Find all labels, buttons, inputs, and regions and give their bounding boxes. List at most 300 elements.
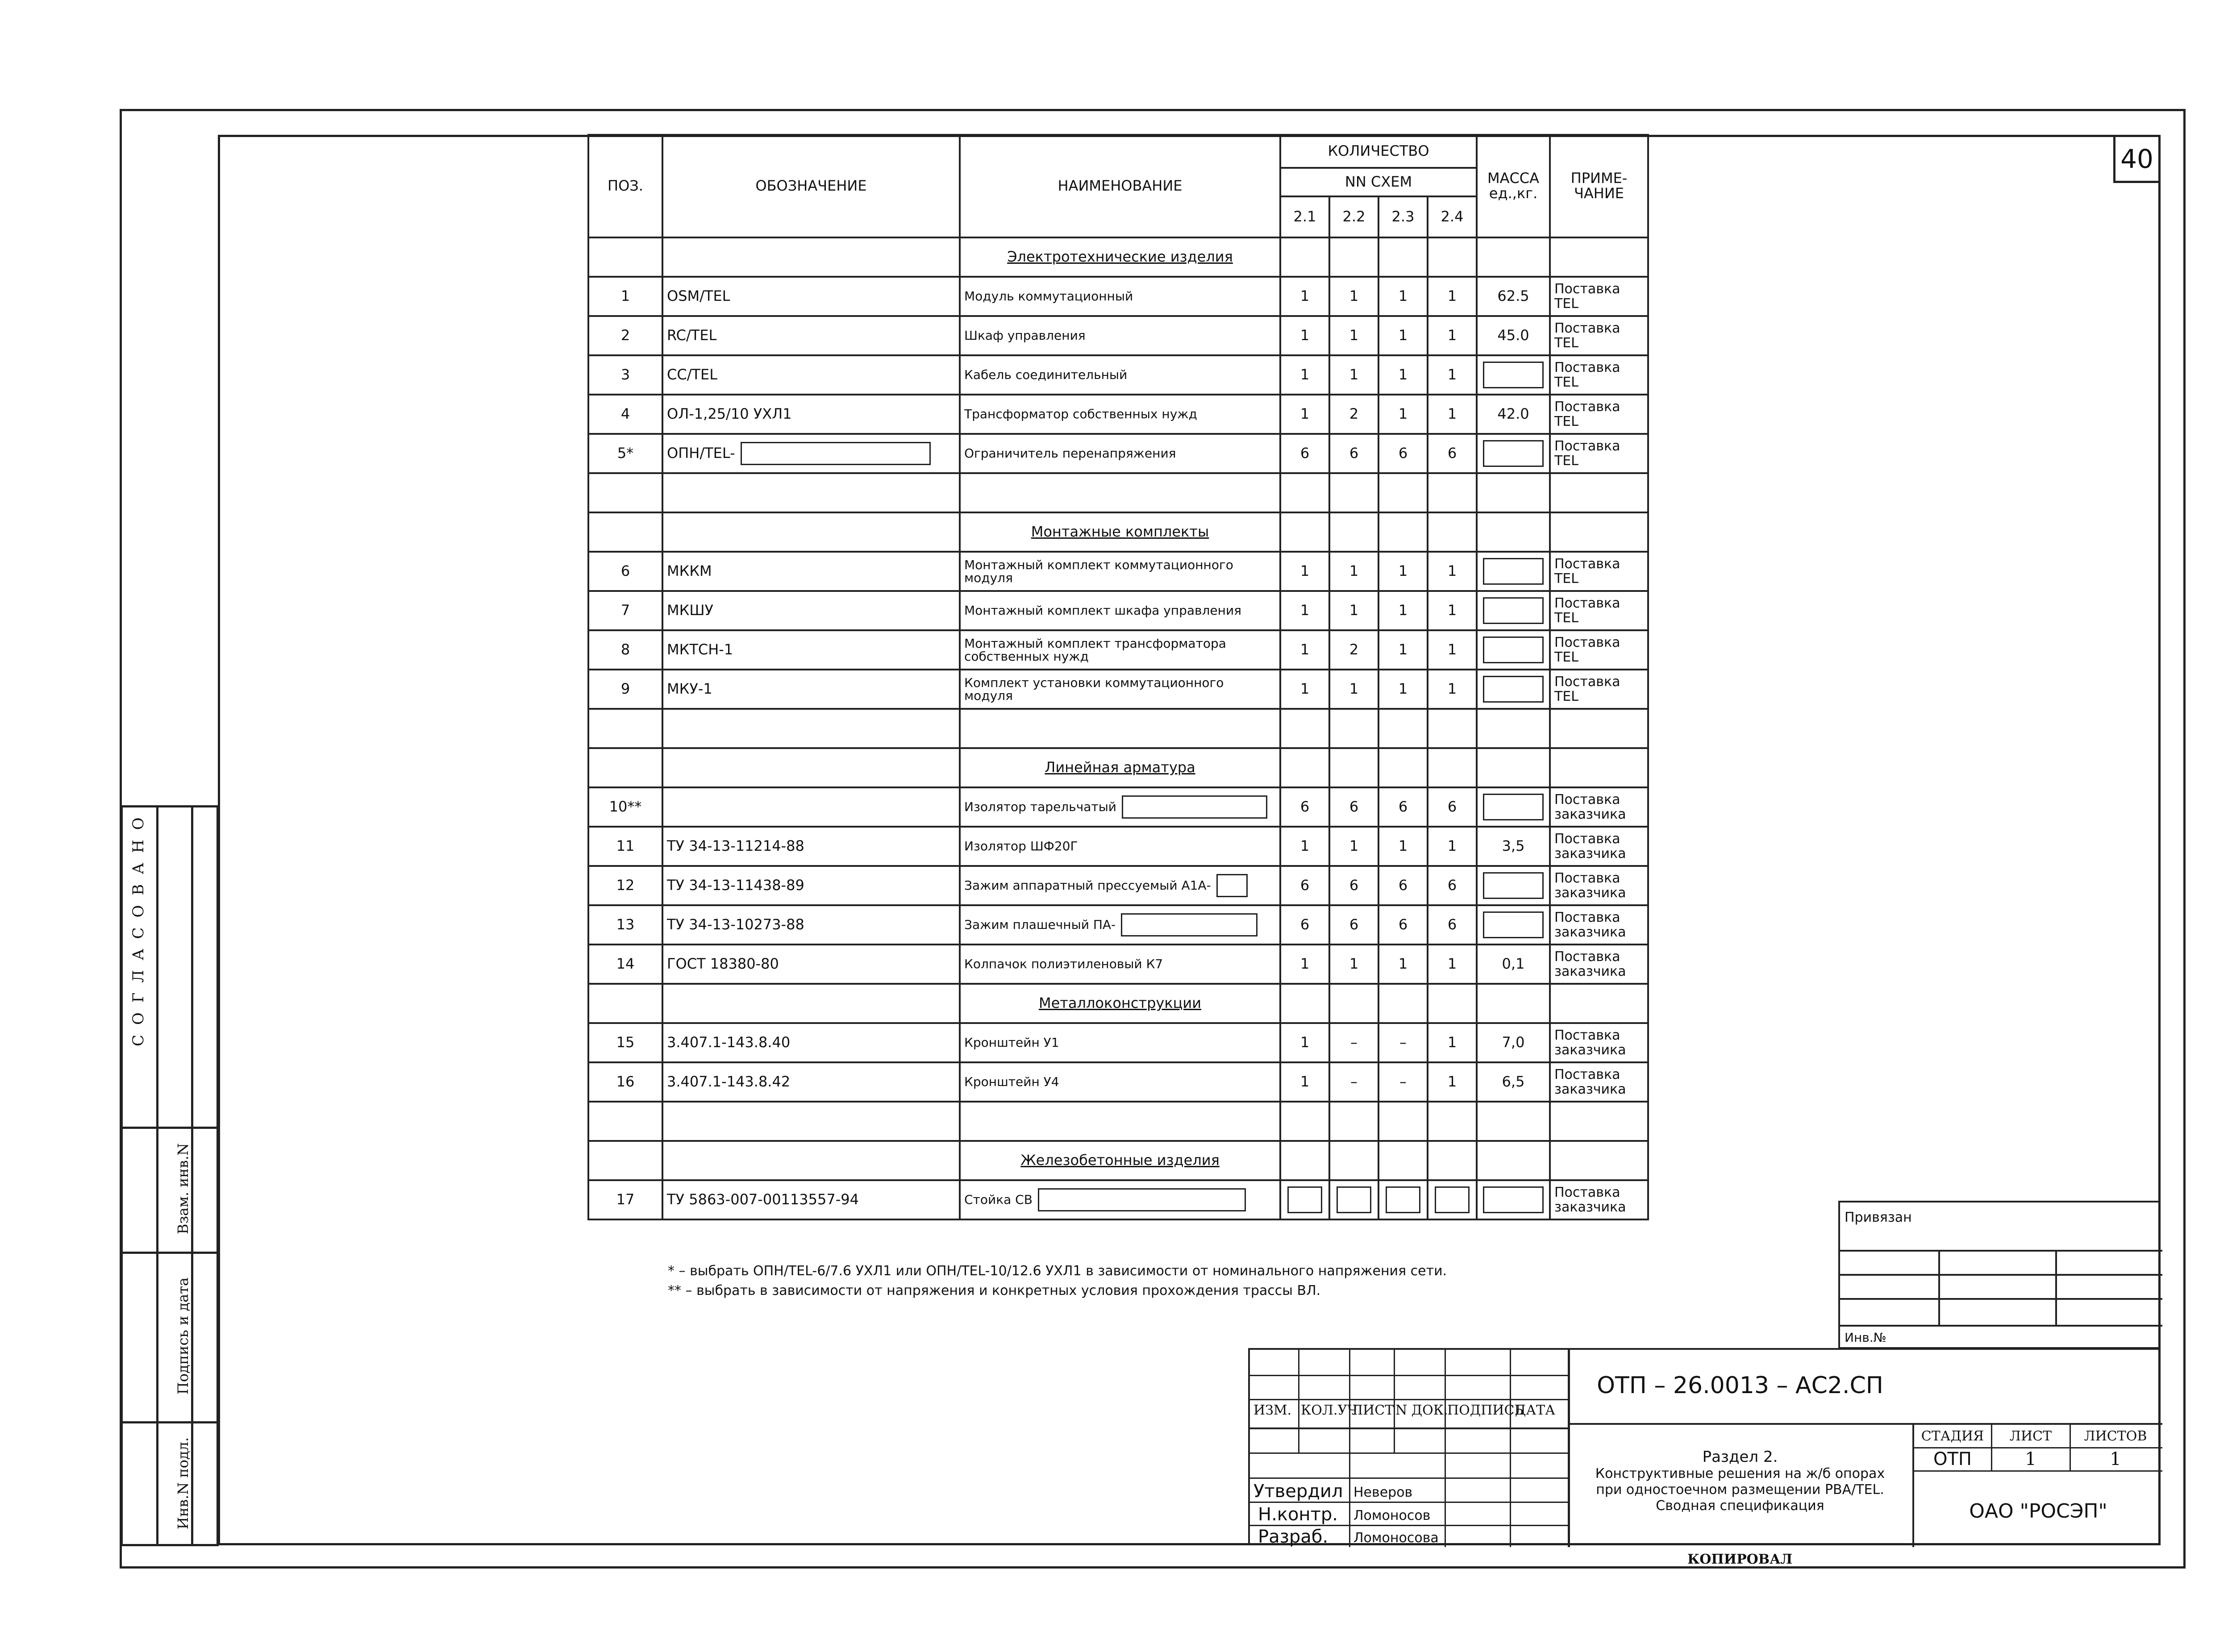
row-name: Кронштейн У1 (960, 1023, 1280, 1062)
designation-text: ОПН/TEL- (667, 445, 735, 462)
row-pos: 16 (588, 1062, 662, 1102)
table-row (588, 866, 1648, 905)
row-mass: 42.0 (1477, 395, 1550, 434)
row-note (1550, 827, 1648, 866)
table-row (588, 1023, 1648, 1062)
row-qty: 1 (1428, 552, 1477, 591)
row-designation: МКШУ (662, 591, 960, 630)
row-qty: 6 (1428, 434, 1477, 473)
row-name: Колпачок полиэтиленовый К7 (960, 945, 1280, 984)
side-stamp (121, 805, 219, 1546)
row-designation: CC/TEL (662, 355, 960, 395)
row-pos: 2 (588, 316, 662, 355)
row-pos: 11 (588, 827, 662, 866)
empty-cell (1477, 748, 1550, 787)
row-qty: 1 (1378, 316, 1428, 355)
table-row (588, 434, 1648, 473)
name-text: Стойка СВ (964, 1192, 1033, 1207)
table-row (588, 316, 1648, 355)
empty-cell (662, 748, 960, 787)
empty-cell (1329, 1141, 1378, 1180)
stage-label: СТАДИЯ (1921, 1428, 1984, 1444)
empty-cell (1280, 1141, 1329, 1180)
table-row (588, 945, 1648, 984)
role-developer: Разраб. (1258, 1527, 1328, 1547)
section-title-text: Железобетонные изделия (1020, 1152, 1220, 1169)
section-title-text: Электротехнические изделия (1007, 248, 1233, 266)
blank-field (1038, 1188, 1246, 1211)
blank-field (1483, 794, 1544, 820)
empty-cell (1280, 709, 1329, 748)
row-qty: 1 (1378, 552, 1428, 591)
empty-cell (588, 709, 662, 748)
header-mass: МАССА ед.,кг. (1477, 135, 1550, 237)
row-qty: 6 (1428, 905, 1477, 945)
company-name: ОАО "РОСЭП" (1969, 1500, 2107, 1523)
table-row (588, 787, 1648, 827)
row-designation: МКТСН-1 (662, 630, 960, 670)
row-qty: 1 (1378, 355, 1428, 395)
row-qty: 1 (1280, 1023, 1329, 1062)
header-note: ПРИМЕ- ЧАНИЕ (1550, 135, 1648, 237)
row-qty (1280, 1180, 1329, 1219)
blank-field (741, 442, 931, 465)
row-pos: 12 (588, 866, 662, 905)
empty-cell (1329, 709, 1378, 748)
empty-cell (662, 512, 960, 552)
note-text: Поставка заказчика (1554, 870, 1626, 901)
empty-cell (1280, 748, 1329, 787)
col-podpis: ПОДПИСЬ (1447, 1402, 1524, 1418)
row-qty: 1 (1280, 945, 1329, 984)
row-mass (1477, 552, 1550, 591)
row-mass: 6,5 (1477, 1062, 1550, 1102)
row-name (960, 905, 1280, 945)
row-note (1550, 277, 1648, 316)
empty-cell (662, 709, 960, 748)
empty-cell (662, 237, 960, 277)
note-text: Поставка TEL (1554, 360, 1620, 390)
row-qty: 1 (1428, 355, 1477, 395)
empty-cell (588, 984, 662, 1023)
empty-cell (1477, 237, 1550, 277)
table-row (588, 1180, 1648, 1219)
table-row (588, 473, 1648, 512)
row-qty: 1 (1428, 591, 1477, 630)
empty-cell (1428, 1141, 1477, 1180)
empty-cell (1378, 748, 1428, 787)
sheets-label: ЛИСТОВ (2084, 1428, 2147, 1444)
row-pos: 10** (588, 787, 662, 827)
row-designation: ТУ 34-13-11214-88 (662, 827, 960, 866)
blank-field (1337, 1186, 1371, 1213)
specification-table (587, 134, 1649, 1220)
name-approved: Неверов (1353, 1485, 1413, 1500)
empty-cell (662, 1102, 960, 1141)
col-n-doc: N ДОК. (1395, 1402, 1448, 1418)
empty-cell (1477, 473, 1550, 512)
section-title (960, 1141, 1280, 1180)
row-qty: 1 (1329, 945, 1378, 984)
row-note (1550, 945, 1648, 984)
role-norm-control: Н.контр. (1258, 1504, 1338, 1525)
table-row (588, 709, 1648, 748)
row-name: Ограничитель перенапряжения (960, 434, 1280, 473)
row-qty: 1 (1329, 355, 1378, 395)
header-quantity: КОЛИЧЕСТВО (1280, 135, 1477, 168)
empty-cell (588, 512, 662, 552)
blank-field (1483, 362, 1544, 388)
footnote-2: ** – выбрать в зависимости от напряжения и конкретных условия прохождения трассы ВЛ. (668, 1283, 1321, 1298)
header-scheme-col: 2.3 (1378, 196, 1428, 237)
note-text: Поставка TEL (1554, 556, 1620, 587)
row-mass: 7,0 (1477, 1023, 1550, 1062)
empty-cell (960, 473, 1280, 512)
note-text: Поставка TEL (1554, 674, 1620, 704)
row-mass (1477, 591, 1550, 630)
row-qty: 6 (1329, 434, 1378, 473)
row-designation: ТУ 5863-007-00113557-94 (662, 1180, 960, 1219)
empty-cell (588, 237, 662, 277)
row-qty: 1 (1378, 591, 1428, 630)
role-approved: Утвердил (1253, 1481, 1343, 1502)
table-row (588, 630, 1648, 670)
table-row (588, 748, 1648, 787)
row-qty: 6 (1280, 434, 1329, 473)
empty-cell (1550, 984, 1648, 1023)
inv-no-label: Инв.№ (1845, 1330, 1886, 1345)
empty-cell (1428, 512, 1477, 552)
section-title (960, 512, 1280, 552)
row-name: Монтажный комплект трансформатора собственных нужд (960, 630, 1280, 670)
empty-cell (1329, 1102, 1378, 1141)
name-text: Зажим аппаратный прессуемый А1А- (964, 878, 1211, 893)
empty-cell (588, 1102, 662, 1141)
row-name: Модуль коммутационный (960, 277, 1280, 316)
empty-cell (1378, 1141, 1428, 1180)
row-qty: 1 (1280, 1062, 1329, 1102)
row-pos: 3 (588, 355, 662, 395)
blank-field (1386, 1186, 1420, 1213)
row-qty: 6 (1280, 866, 1329, 905)
blank-field (1483, 1186, 1544, 1213)
empty-cell (1477, 512, 1550, 552)
blank-field (1121, 913, 1258, 936)
row-qty: 1 (1280, 316, 1329, 355)
empty-cell (1477, 709, 1550, 748)
header-scheme-col: 2.1 (1280, 196, 1329, 237)
row-qty: 1 (1378, 277, 1428, 316)
row-qty: 1 (1329, 552, 1378, 591)
note-text: Поставка TEL (1554, 595, 1620, 626)
empty-cell (1428, 237, 1477, 277)
row-pos: 5* (588, 434, 662, 473)
row-name (960, 787, 1280, 827)
empty-cell (588, 1141, 662, 1180)
table-row (588, 512, 1648, 552)
row-qty: 1 (1280, 630, 1329, 670)
row-qty: 1 (1329, 277, 1378, 316)
row-name: Монтажный комплект коммутационного модуля (960, 552, 1280, 591)
agreed-label: СОГЛАСОВАНО (129, 807, 147, 1046)
desc-line-1: Раздел 2. (1702, 1448, 1778, 1466)
row-designation: 3.407.1-143.8.40 (662, 1023, 960, 1062)
table-row (588, 905, 1648, 945)
col-izm: ИЗМ. (1253, 1402, 1292, 1418)
empty-cell (1550, 709, 1648, 748)
table-row (588, 395, 1648, 434)
table-row (588, 1141, 1648, 1180)
header-schemes: NN СХЕМ (1280, 168, 1477, 196)
row-qty: 6 (1329, 787, 1378, 827)
empty-cell (588, 748, 662, 787)
col-kol-uch: КОЛ.УЧ (1301, 1402, 1358, 1418)
row-qty: – (1378, 1062, 1428, 1102)
empty-cell (1550, 748, 1648, 787)
row-designation (662, 434, 960, 473)
row-qty: 1 (1280, 355, 1329, 395)
empty-cell (1550, 473, 1648, 512)
blank-field (1483, 872, 1544, 899)
row-qty: 1 (1280, 395, 1329, 434)
empty-cell (1378, 1102, 1428, 1141)
empty-cell (1280, 512, 1329, 552)
row-pos: 14 (588, 945, 662, 984)
row-note (1550, 355, 1648, 395)
note-text: Поставка заказчика (1554, 1028, 1626, 1058)
row-mass (1477, 434, 1550, 473)
note-text: Поставка TEL (1554, 320, 1620, 351)
vzam-label: Взам. инв.N (175, 1143, 192, 1235)
row-qty: 2 (1329, 630, 1378, 670)
empty-cell (1280, 1102, 1329, 1141)
row-mass (1477, 355, 1550, 395)
row-mass: 62.5 (1477, 277, 1550, 316)
row-qty: 1 (1280, 552, 1329, 591)
row-qty: 6 (1428, 787, 1477, 827)
row-name: Монтажный комплект шкафа управления (960, 591, 1280, 630)
row-note (1550, 866, 1648, 905)
note-text: Поставка TEL (1554, 438, 1620, 469)
row-qty: 1 (1280, 277, 1329, 316)
note-text: Поставка TEL (1554, 281, 1620, 312)
row-name (960, 866, 1280, 905)
row-designation: OSM/TEL (662, 277, 960, 316)
row-pos: 6 (588, 552, 662, 591)
empty-cell (1378, 237, 1428, 277)
col-data: ДАТА (1515, 1402, 1555, 1418)
empty-cell (1280, 237, 1329, 277)
row-designation: 3.407.1-143.8.42 (662, 1062, 960, 1102)
row-note (1550, 395, 1648, 434)
empty-cell (1428, 1102, 1477, 1141)
empty-cell (1378, 473, 1428, 512)
row-pos: 4 (588, 395, 662, 434)
section-title (960, 748, 1280, 787)
doc-code: ОТП – 26.0013 – АС2.СП (1597, 1372, 1883, 1399)
header-name: НАИМЕНОВАНИЕ (960, 135, 1280, 237)
table-row (588, 552, 1648, 591)
sheet-value: 1 (2025, 1449, 2036, 1469)
empty-cell (1428, 709, 1477, 748)
section-title-text: Линейная арматура (1045, 759, 1195, 776)
row-designation: RC/TEL (662, 316, 960, 355)
blank-field (1435, 1186, 1470, 1213)
empty-cell (1329, 473, 1378, 512)
row-qty: 1 (1428, 827, 1477, 866)
row-name: Кабель соединительный (960, 355, 1280, 395)
row-qty: – (1378, 1023, 1428, 1062)
row-note (1550, 316, 1648, 355)
row-mass: 3,5 (1477, 827, 1550, 866)
row-qty: 6 (1329, 866, 1378, 905)
row-qty: 1 (1378, 630, 1428, 670)
row-note (1550, 591, 1648, 630)
row-note (1550, 905, 1648, 945)
empty-cell (1428, 473, 1477, 512)
empty-cell (1329, 512, 1378, 552)
row-mass (1477, 866, 1550, 905)
name-text: Зажим плашечный ПА- (964, 917, 1116, 932)
note-text: Поставка заказчика (1554, 1185, 1626, 1215)
table-row (588, 984, 1648, 1023)
note-text: Поставка заказчика (1554, 949, 1626, 979)
binding-title: Привязан (1845, 1210, 1912, 1225)
row-qty: – (1329, 1062, 1378, 1102)
empty-cell (662, 473, 960, 512)
row-note (1550, 787, 1648, 827)
row-designation: ОЛ-1,25/10 УХЛ1 (662, 395, 960, 434)
empty-cell (662, 984, 960, 1023)
desc-line-3: при одностоечном размещении РВА/TEL. (1596, 1482, 1884, 1498)
header-scheme-col: 2.2 (1329, 196, 1378, 237)
blank-field (1122, 795, 1267, 819)
row-note (1550, 1062, 1648, 1102)
row-pos: 13 (588, 905, 662, 945)
row-mass (1477, 630, 1550, 670)
empty-cell (1428, 984, 1477, 1023)
table-row (588, 1062, 1648, 1102)
row-designation: ГОСТ 18380-80 (662, 945, 960, 984)
table-row (588, 591, 1648, 630)
row-pos: 1 (588, 277, 662, 316)
empty-cell (1550, 512, 1648, 552)
row-qty: 6 (1428, 866, 1477, 905)
row-designation: МККМ (662, 552, 960, 591)
row-qty: 1 (1378, 670, 1428, 709)
desc-line-2: Конструктивные решения на ж/б опорах (1595, 1466, 1885, 1481)
blank-field (1287, 1186, 1322, 1213)
section-title-text: Металлоконструкции (1038, 995, 1202, 1012)
col-list: ЛИСТ (1352, 1402, 1394, 1418)
note-text: Поставка заказчика (1554, 1067, 1626, 1097)
section-title (960, 237, 1280, 277)
empty-cell (588, 473, 662, 512)
row-mass (1477, 670, 1550, 709)
blank-field (1483, 440, 1544, 467)
row-qty (1378, 1180, 1428, 1219)
table-row (588, 827, 1648, 866)
inv-label: Инв.N подл. (175, 1437, 192, 1530)
table-row (588, 355, 1648, 395)
row-note (1550, 1023, 1648, 1062)
row-qty: 1 (1329, 591, 1378, 630)
empty-cell (1280, 473, 1329, 512)
row-pos: 7 (588, 591, 662, 630)
empty-cell (1329, 984, 1378, 1023)
row-pos: 17 (588, 1180, 662, 1219)
row-qty: 1 (1428, 945, 1477, 984)
row-designation: МКУ-1 (662, 670, 960, 709)
row-qty: 1 (1378, 395, 1428, 434)
desc-line-4: Сводная спецификация (1656, 1498, 1824, 1514)
sheet-label: ЛИСТ (2009, 1428, 2052, 1444)
title-block (1248, 1348, 2161, 1545)
row-qty: 1 (1378, 945, 1428, 984)
row-note (1550, 670, 1648, 709)
row-note (1550, 434, 1648, 473)
row-pos: 8 (588, 630, 662, 670)
empty-cell (1329, 237, 1378, 277)
empty-cell (1477, 1102, 1550, 1141)
row-qty: 1 (1329, 316, 1378, 355)
note-text: Поставка заказчика (1554, 831, 1626, 861)
row-qty: 6 (1378, 787, 1428, 827)
name-developer: Ломоносова (1353, 1530, 1439, 1546)
row-qty: 6 (1280, 787, 1329, 827)
empty-cell (1550, 237, 1648, 277)
row-name: Изолятор ШФ20Г (960, 827, 1280, 866)
copied-label: КОПИРОВАЛ (1687, 1552, 1793, 1567)
name-norm-control: Ломоносов (1353, 1508, 1431, 1523)
row-qty: 6 (1378, 866, 1428, 905)
row-qty: 1 (1428, 1023, 1477, 1062)
row-qty: 1 (1428, 277, 1477, 316)
empty-cell (662, 1141, 960, 1180)
row-qty: 1 (1428, 1062, 1477, 1102)
row-qty: 2 (1329, 395, 1378, 434)
note-text: Поставка TEL (1554, 635, 1620, 665)
header-pos: ПОЗ. (588, 135, 662, 237)
empty-cell (1550, 1102, 1648, 1141)
row-designation: ТУ 34-13-10273-88 (662, 905, 960, 945)
table-row (588, 1102, 1648, 1141)
row-name (960, 1180, 1280, 1219)
row-name: Шкаф управления (960, 316, 1280, 355)
empty-cell (960, 709, 1280, 748)
note-text: Поставка заказчика (1554, 792, 1626, 822)
row-pos: 9 (588, 670, 662, 709)
row-qty: 6 (1378, 434, 1428, 473)
sheets-value: 1 (2110, 1449, 2121, 1469)
row-qty: 1 (1329, 827, 1378, 866)
binding-block (1838, 1201, 2161, 1349)
table-row (588, 237, 1648, 277)
empty-cell (960, 1102, 1280, 1141)
row-qty: 1 (1428, 395, 1477, 434)
row-name: Комплект установки коммутационного модуля (960, 670, 1280, 709)
table-row (588, 277, 1648, 316)
header-scheme-col: 2.4 (1428, 196, 1477, 237)
section-title-text: Монтажные комплекты (1031, 523, 1209, 541)
row-mass (1477, 1180, 1550, 1219)
row-pos: 15 (588, 1023, 662, 1062)
name-text: Изолятор тарельчатый (964, 799, 1117, 815)
row-mass: 45.0 (1477, 316, 1550, 355)
row-qty (1428, 1180, 1477, 1219)
stage-value: ОТП (1933, 1449, 1972, 1469)
blank-field (1483, 637, 1544, 663)
